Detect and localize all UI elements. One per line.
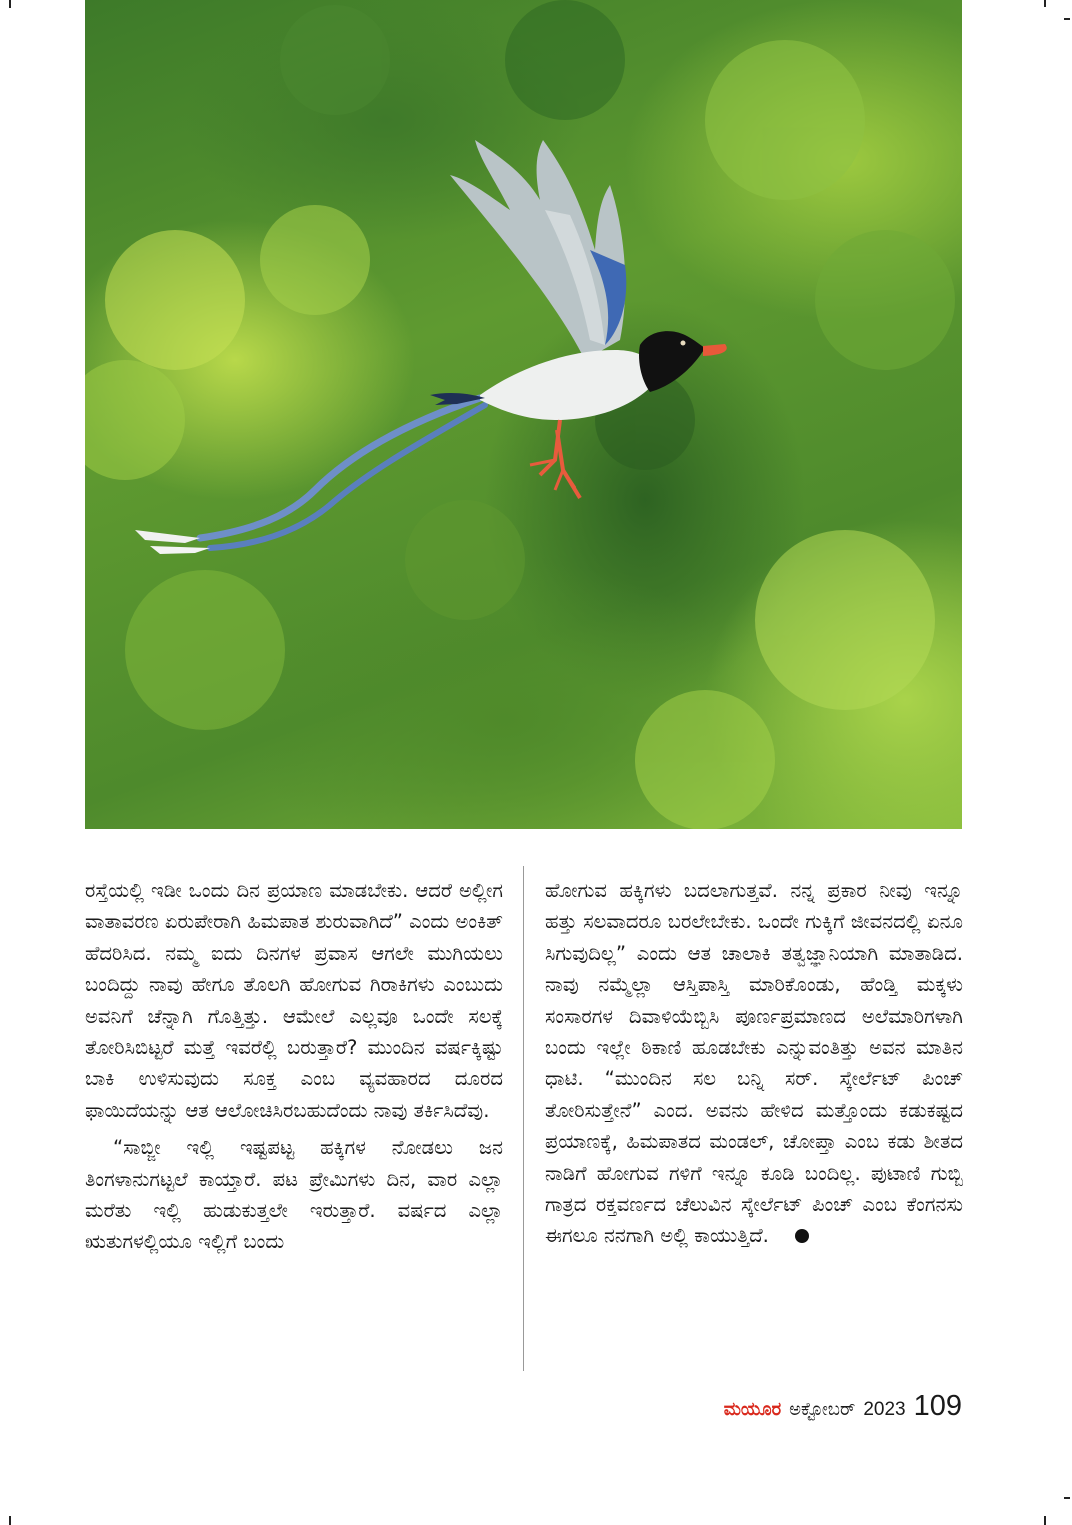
crop-mark-top-left — [9, 0, 11, 8]
paragraph-closing — [545, 875, 963, 1252]
article-column-right — [545, 875, 963, 1252]
column-divider — [523, 866, 524, 1371]
crop-mark-bottom-right — [1044, 1516, 1046, 1525]
end-of-article-bullet-icon — [795, 1229, 809, 1243]
page-footer — [724, 1390, 962, 1426]
issue-year: 2023 — [863, 1399, 906, 1420]
magazine-name: ಮಯೂರ — [723, 1399, 782, 1420]
magpie-illustration — [85, 0, 962, 829]
paragraph: ರಸ್ತೆಯಲ್ಲಿ ಇಡೀ ಒಂದು ದಿನ ಪ್ರಯಾಣ ಮಾಡಬೇಕು. ಆದರೆ ಅಲ್ಲೀಗ ವಾತಾವರಣ ಏರುಪೇರಾಗಿ ಹಿಮಪಾತ ಶುರುವಾಗಿದೆ” ಎಂದು ಅಂಕಿತ್ ಹೆದರಿಸಿದ. ನಮ್ಮ ಐದು ದಿನಗಳ ಪ್ರವಾಸ ಆಗಲೇ ಮುಗಿಯಲು ಬಂದಿದ್ದು ನಾವು ಹೇಗೂ ತೊಲಗಿ ಹೋಗುವ ಗಿರಾಕಿಗಳು ಎಂಬುದು ಅವನಿಗೆ ಚೆನ್ನಾಗಿ ಗೊತ್ತಿತ್ತು. ಆಮೇಲೆ ಎಲ್ಲವೂ ಒಂದೇ ಸಲಕ್ಕೆ ತೋರಿಸಿಬಿಟ್ಟರೆ ಮತ್ತೆ ಇವರೆಲ್ಲಿ ಬರುತ್ತಾರೆ? ಮುಂದಿನ ವರ್ಷಕ್ಕಿಷ್ಟು ಬಾಕಿ ಉಳಿಸುವುದು ಸೂಕ್ತ ಎಂಬ ವ್ಯವಹಾರದ ದೂರದ ಫಾಯಿದೆಯನ್ನು ಆತ ಆಲೋಚಿಸಿರಬಹುದೆಂದು ನಾವು ತರ್ಕಿಸಿದೆವು. — [85, 879, 503, 1122]
issue-month: ಅಕ್ಟೋಬರ್ — [789, 1399, 856, 1420]
crop-mark-right-upper — [1064, 18, 1070, 20]
page-number: 109 — [913, 1390, 962, 1422]
paragraph-text: ಹೋಗುವ ಹಕ್ಕಿಗಳು ಬದಲಾಗುತ್ತವೆ. ನನ್ನ ಪ್ರಕಾರ ನೀವು ಇನ್ನೂ ಹತ್ತು ಸಲವಾದರೂ ಬರಲೇಬೇಕು. ಒಂದೇ ಗುಕ್ಕಿಗೆ ಜೀವನದಲ್ಲಿ ಏನೂ ಸಿಗುವುದಿಲ್ಲ” ಎಂದು ಆತ ಚಾಲಾಕಿ ತತ್ವಜ್ಞಾನಿಯಾಗಿ ಮಾತಾಡಿದ. ನಾವು ನಮ್ಮೆಲ್ಲಾ ಆಸ್ತಿಪಾಸ್ತಿ ಮಾರಿಕೊಂಡು, ಹೆಂಡ್ತಿ ಮಕ್ಕಳು ಸಂಸಾರಗಳ ದಿವಾಳಿಯೆಬ್ಬಿಸಿ ಪೂರ್ಣಪ್ರಮಾಣದ ಅಲೆಮಾರಿಗಳಾಗಿ ಬಂದು ಇಲ್ಲೇ ಠಿಕಾಣಿ ಹೂಡಬೇಕು ಎನ್ನುವಂತಿತ್ತು ಅವನ ಮಾತಿನ ಧಾಟಿ. “ಮುಂದಿನ ಸಲ ಬನ್ನಿ ಸರ್. ಸ್ಕೇರ್ಲೆಟ್ ಪಿಂಚ್ ತೋರಿಸುತ್ತೇನೆ” ಎಂದ. ಅವನು ಹೇಳಿದ ಮತ್ತೊಂದು ಕಡುಕಷ್ಟದ ಪ್ರಯಾಣಕ್ಕೆ, ಹಿಮಪಾತದ ಮಂಡಲ್, ಚೋಪ್ತಾ ಎಂಬ ಕಡು ಶೀತದ ನಾಡಿಗೆ ಹೋಗುವ ಗಳಿಗೆ ಇನ್ನೂ ಕೂಡಿ ಬಂದಿಲ್ಲ. ಪುಟಾಣಿ ಗುಬ್ಬಿ ಗಾತ್ರದ ರಕ್ತವರ್ಣದ ಚೆಲುವಿನ ಸ್ಕೇರ್ಲೆಟ್ ಪಿಂಚ್ ಎಂಬ ಕೆಂಗನಸು ಈಗಲೂ ನನಗಾಗಿ ಅಲ್ಲಿ ಕಾಯುತ್ತಿದೆ. — [545, 879, 963, 1248]
paragraph: “ಸಾಬ್ಜೀ ಇಲ್ಲಿ ಇಷ್ಟಪಟ್ಟ ಹಕ್ಕಿಗಳ ನೋಡಲು ಜನ ತಿಂಗಳಾನುಗಟ್ಟಲೆ ಕಾಯ್ತಾರೆ. ಪಟ ಪ್ರೇಮಿಗಳು ದಿನ, ವಾರ ಎಲ್ಲಾ ಮರೆತು ಇಲ್ಲಿ ಹುಡುಕುತ್ತಲೇ ಇರುತ್ತಾರೆ. ವರ್ಷದ ಎಲ್ಲಾ ಋತುಗಳಲ್ಲಿಯೂ ಇಲ್ಲಿಗೆ ಬಂದು — [85, 1136, 503, 1254]
crop-mark-bottom-left — [9, 1516, 11, 1525]
bird-photo — [85, 0, 962, 829]
crop-mark-right-lower — [1064, 1497, 1070, 1499]
crop-mark-top-right — [1044, 0, 1046, 7]
article-column-left — [85, 875, 503, 1258]
